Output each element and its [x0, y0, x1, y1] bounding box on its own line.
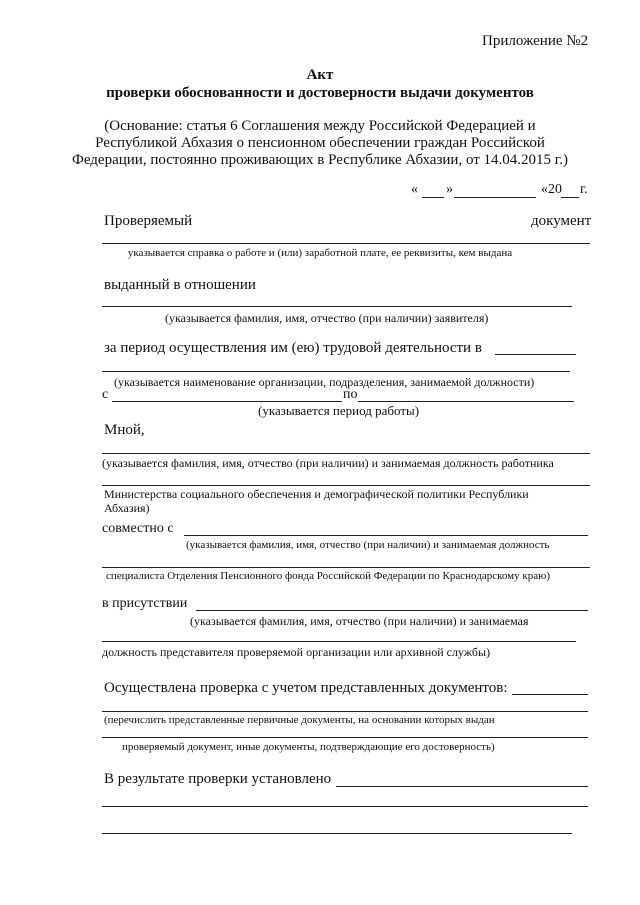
date-year-field[interactable]: [561, 197, 579, 198]
specialist-field[interactable]: [184, 535, 588, 536]
documents-field-start[interactable]: [512, 694, 588, 695]
docs-hint-2: проверяемый документ, иные документы, подтверждающие его достоверность): [122, 741, 495, 753]
work-period-hint: (указывается период работы): [258, 403, 420, 418]
certificate-hint-wrap: [0, 247, 640, 259]
basis-line-3: Федерации, постоянно проживающих в Республике Абхазии, от 14.04.2015 г.): [71, 152, 569, 168]
title-block: [0, 67, 640, 84]
worker-hint: (указывается фамилия, имя, отчество (при наличии) и занимаемая должность работника: [102, 456, 554, 470]
date-year-suffix: г.: [580, 182, 588, 197]
worker-field-2[interactable]: [102, 485, 590, 486]
from-label: с: [102, 387, 109, 402]
ministry-text-1: Министерства социального обеспечения и демографической политики Республики: [104, 487, 529, 501]
pfr-text: специалиста Отделения Пенсионного фонда Российской Федерации по Краснодарскому краю): [106, 570, 550, 582]
jointly-label: совместно с: [102, 521, 174, 536]
representative-text: должность представителя проверяемой организации или архивной службы): [102, 645, 491, 659]
page-title: Акт: [306, 67, 334, 83]
subtitle-wrap: [0, 85, 640, 102]
document-field[interactable]: [102, 243, 590, 244]
jointly-hint: (указывается фамилия, имя, отчество (при наличии) и занимаемая должность: [186, 539, 550, 551]
certificate-hint: указывается справка о работе и (или) заработной плате, ее реквизиты, кем выдана: [127, 247, 513, 259]
presence-field-2[interactable]: [102, 641, 576, 642]
presence-field[interactable]: [196, 610, 588, 611]
specialist-field-2[interactable]: [102, 567, 590, 568]
applicant-field[interactable]: [102, 306, 572, 307]
organization-field[interactable]: [102, 371, 570, 372]
to-date-field[interactable]: [358, 401, 574, 402]
date-open-quote: «: [411, 182, 418, 197]
page-subtitle: проверки обоснованности и достоверности выдачи документов: [106, 85, 534, 101]
checked-label: Проверяемый: [104, 213, 193, 229]
result-label: В результате проверки установлено: [104, 771, 332, 787]
date-close-quote: »: [446, 182, 453, 197]
organization-field-start[interactable]: [495, 354, 576, 355]
check-label: Осуществлена проверка с учетом представленных документов:: [104, 680, 508, 696]
from-date-field[interactable]: [112, 401, 342, 402]
appendix-label: Приложение №2: [482, 33, 589, 49]
worker-field[interactable]: [102, 453, 590, 454]
ministry-text-2: Абхазия): [104, 501, 150, 515]
issued-label: выданный в отношении: [104, 277, 256, 293]
presence-hint: (указывается фамилия, имя, отчество (при наличии) и занимаемая: [190, 614, 529, 628]
by-me-label: Мной,: [104, 422, 145, 438]
date-day-field[interactable]: [422, 197, 444, 198]
basis-block: [0, 118, 640, 169]
documents-field[interactable]: [102, 711, 588, 712]
date-month-field[interactable]: [454, 197, 536, 198]
documents-field-2[interactable]: [102, 737, 588, 738]
basis-line-1: (Основание: статья 6 Соглашения между Российской Федерацией и: [104, 118, 536, 134]
date-year-prefix: «20: [541, 182, 562, 197]
applicant-hint: (указывается фамилия, имя, отчество (при наличии) заявителя): [165, 311, 489, 325]
presence-label: в присутствии: [102, 596, 188, 611]
organization-hint: (указывается наименование организации, подразделения, занимаемой должности): [114, 375, 535, 389]
result-field-2[interactable]: [102, 833, 572, 834]
to-label: по: [343, 387, 358, 402]
document-label: документ: [531, 213, 592, 229]
period-label: за период осуществления им (ею) трудовой деятельности в: [104, 340, 482, 356]
docs-hint-1: (перечислить представленные первичные документы, на основании которых выдан: [104, 714, 495, 726]
result-field-1[interactable]: [102, 806, 588, 807]
basis-line-2: Республикой Абхазия о пенсионном обеспечении граждан Российской: [95, 135, 545, 151]
result-field-start[interactable]: [336, 786, 588, 787]
